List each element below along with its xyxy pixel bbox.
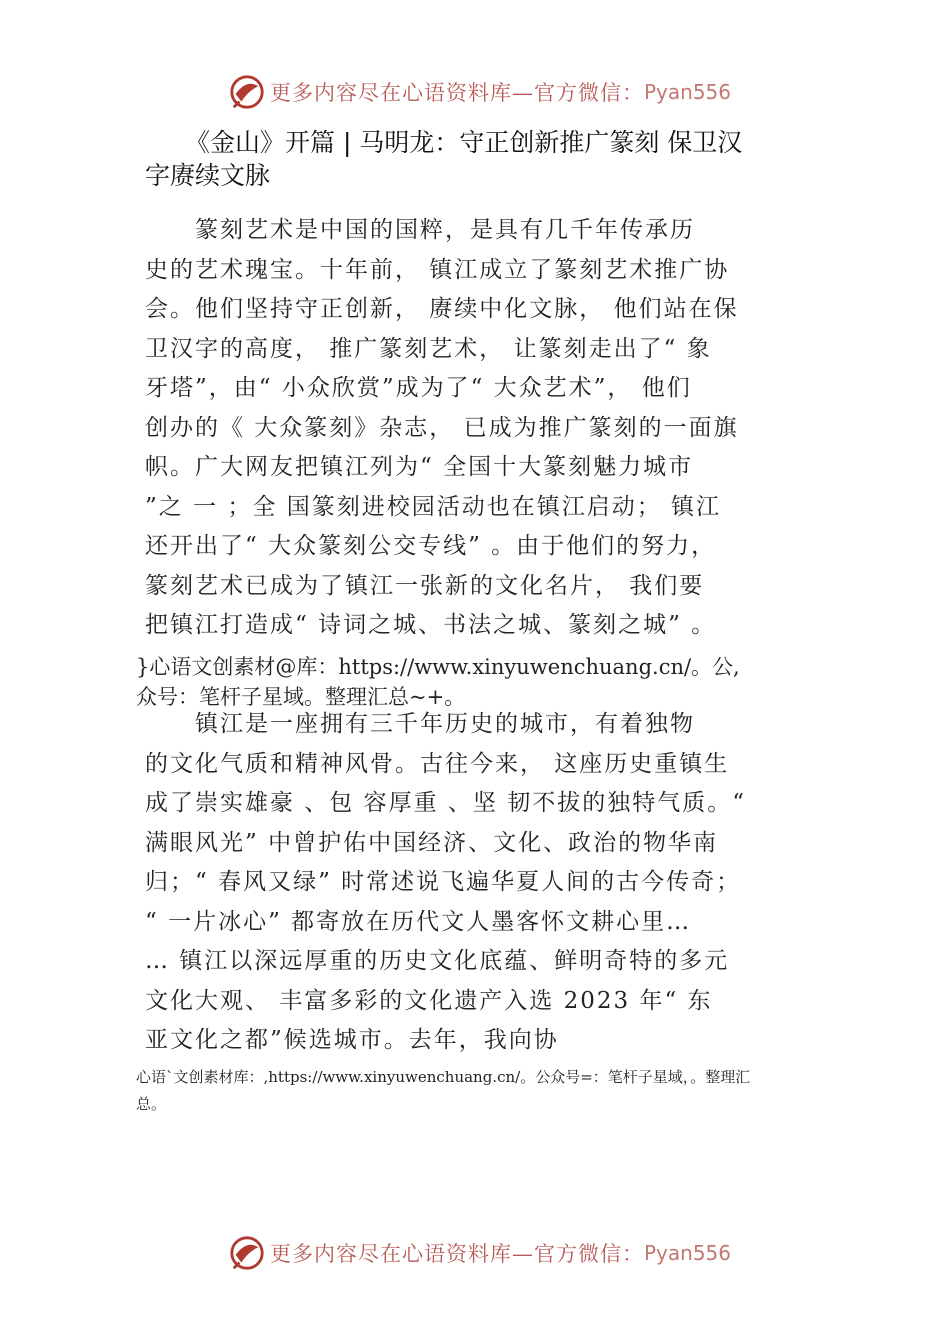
watermark-line: 众号：笔杆子星域。整理汇总~+。 bbox=[136, 685, 466, 709]
paragraph-2 bbox=[145, 705, 825, 1061]
text-line: 亚文化之都”候选城市。去年，我向协 bbox=[145, 1027, 559, 1053]
text-line: 创办的《 大众篆刻》杂志， 已成为推广篆刻的一面旗 bbox=[145, 414, 739, 441]
text-line: 成了崇实雄豪 、包 容厚重 、坚 韧不拔的独特气质。“ bbox=[145, 790, 747, 816]
text-line: 归；“ 春风又绿” 时常述说飞遍华夏人间的古今传奇； bbox=[145, 869, 742, 895]
text-line: ”之 一 ；全 国篆刻进校园活动也在镇江启动； 镇江 bbox=[145, 493, 722, 520]
paragraph-1 bbox=[145, 211, 825, 646]
text-line: 镇江是一座拥有三千年历史的城市，有着独物 bbox=[145, 711, 695, 737]
text-line: 帜。广大网友把镇江列为“ 全国十大篆刻魅力城市 bbox=[145, 454, 694, 480]
text-line: 牙塔”，由“ 小众欣赏”成为了“ 大众艺术”， 他们 bbox=[145, 375, 692, 401]
banner-wechat-id: Pyan556 bbox=[644, 1241, 732, 1265]
footer-banner bbox=[228, 1233, 748, 1273]
text-line: 文化大观、 丰富多彩的文化遗产入选 2023 年“ 东 bbox=[145, 987, 713, 1014]
brand-logo-icon bbox=[228, 1234, 266, 1272]
text-line: 把镇江打造成“ 诗词之城、书法之城、篆刻之城” 。 bbox=[145, 612, 717, 638]
watermark-line: 总。 bbox=[136, 1095, 167, 1113]
text-line: 满眼风光” 中曾护佑中国经济、文化、政治的物华南 bbox=[145, 829, 719, 856]
header-banner bbox=[228, 72, 748, 112]
text-line: … 镇江以深远厚重的历史文化底蕴、鲜明奇特的多元 bbox=[145, 948, 730, 974]
brand-logo-icon bbox=[228, 73, 266, 111]
text-line: 还开出了“ 大众篆刻公交专线” 。由于他们的努力， bbox=[145, 533, 717, 559]
banner-text: 更多内容尽在心语资料库—官方微信： bbox=[270, 81, 644, 105]
watermark-line: }心语文创素材@库：https://www.xinyuwenchuang.cn/。公, bbox=[136, 655, 740, 679]
article-title bbox=[145, 126, 805, 192]
title-line: 《金山》开篇 | 马明龙：守正创新推广篆刻 保卫汉 bbox=[185, 128, 743, 157]
watermark-note-1 bbox=[136, 652, 826, 712]
text-line: “ 一片冰心” 都寄放在历代文人墨客怀文耕心里… bbox=[145, 908, 692, 935]
text-line: 卫汉字的高度， 推广篆刻艺术， 让篆刻走出了“ 象 bbox=[145, 335, 712, 362]
text-line: 篆刻艺术已成为了镇江一张新的文化名片， 我们要 bbox=[145, 572, 705, 599]
banner-text: 更多内容尽在心语资料库—官方微信： bbox=[270, 1242, 644, 1266]
text-line: 会。他们坚持守正创新， 赓续中化文脉， 他们站在保 bbox=[145, 296, 739, 322]
text-line: 的文化气质和精神风骨。古往今来， 这座历史重镇生 bbox=[145, 750, 730, 777]
text-line: 篆刻艺术是中国的国粹，是具有几千年传承历 bbox=[145, 217, 695, 243]
watermark-line: 心语`文创素材库：,https://www.xinyuwenchuang.cn/。公众号=：笔杆子星域，。整理汇 bbox=[136, 1068, 751, 1086]
text-line: 史的艺术瑰宝。十年前， 镇江成立了篆刻艺术推广协 bbox=[145, 256, 730, 283]
banner-wechat-id: Pyan556 bbox=[644, 80, 732, 104]
title-line: 字赓续文脉 bbox=[145, 161, 271, 190]
watermark-note-2 bbox=[136, 1064, 826, 1118]
